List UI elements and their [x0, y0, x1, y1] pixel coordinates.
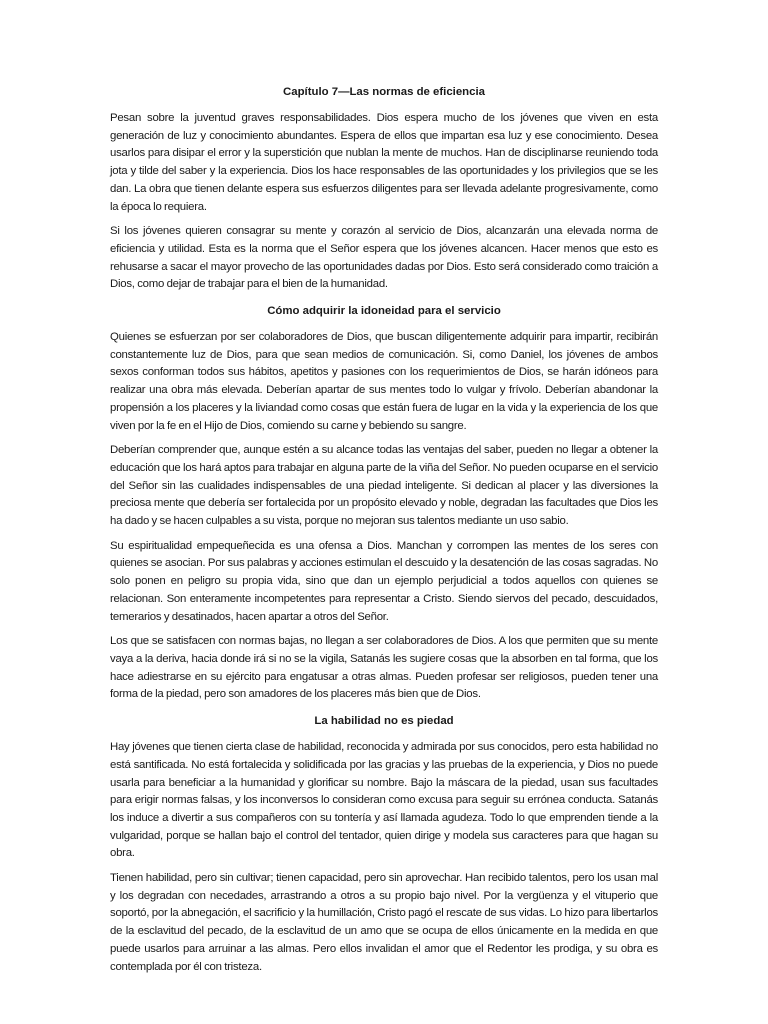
paragraph: Su espiritualidad empequeñecida es una ofensa a Dios. Manchan y corrompen las mentes de los seres con quienes se asocian. Por sus palabras y acciones estimulan el descuido y la desatención de las cosas sagradas. No solo ponen en peligro su propia vida, sino que dan un ejemplo perjudicial a todos aquellos con quienes se relacionan. Son enteramente incompetentes para representar a Cristo. Siendo siervos del pecado, descuidados, temerarios y desatinados, hacen apartar a otros del Señor.: [110, 539, 658, 623]
section-heading: La habilidad no es piedad: [314, 715, 454, 728]
paragraph: Pesan sobre la juventud graves responsabilidades. Dios espera mucho de los jóvenes que viven en esta generación de luz y conocimiento abundantes. Espera de ellos que impartan esa luz y ese conocimiento. Desea usarlos para disipar el error y la superstición que nublan la mente de muchos. Han de disciplinarse reuniendo toda jota y tilde del saber y la experiencia. Dios los hace responsables de las oportunidades y los privilegios que se les dan. La obra que tienen delante espera sus esfuerzos diligentes para ser llevada adelante progresivamente, como la época lo requiera.: [110, 112, 658, 213]
chapter-title: Capítulo 7—Las normas de eficiencia: [283, 86, 485, 98]
paragraph: Hay jóvenes que tienen cierta clase de habilidad, reconocida y admirada por sus conocidos, pero esta habilidad no está santificada. No está fortalecida y solidificada por las gracias y las pruebas de la experiencia, y Dios no puede usarla para beneficiar a la humanidad y glorificar su nombre. Bajo la máscara de la piedad, usan sus facultades para erigir normas falsas, y los inconversos lo consideran como excusa para seguir su errónea conducta. Satanás los induce a divertir a sus compañeros con su tontería y así llamada agudeza. Todo lo que emprenden tiende a la vulgaridad, porque se hallan bajo el control del tentador, quien dirige y modela sus caracteres para que hagan su obra.: [110, 741, 658, 860]
paragraph: Los que se satisfacen con normas bajas, no llegan a ser colaboradores de Dios. A los que permiten que su mente vaya a la deriva, hacia donde irá si no se la vigila, Satanás les sugiere cosas que la absorben en tal forma, que los hace adiestrarse en su ejército para engatusar a otras almas. Pueden profesar ser religiosos, pueden tener una forma de la piedad, pero son amadores de los placeres más bien que de Dios.: [110, 635, 658, 701]
document-page: [110, 82, 658, 983]
paragraph: Tienen habilidad, pero sin cultivar; tienen capacidad, pero sin aprovechar. Han recibido talentos, pero los usan mal y los degradan con necedades, arrastrando a otros a su propio bajo nivel. Por la vergüenza y el vituperio que soportó, por la abnegación, el sacrificio y la humillación, Cristo pagó el rescate de sus vidas. Lo hizo para libertarlos de la esclavitud del pecado, de la esclavitud de un amo que se ocupa de ellos únicamente en la medida en que puede usarlos para arruinar a las almas. Pero ellos invalidan el amor que el Redentor les prodiga, y su obra es contemplada por él con tristeza.: [110, 872, 658, 973]
paragraph: Deberían comprender que, aunque estén a su alcance todas las ventajas del saber, pueden no llegar a obtener la educación que los hará aptos para trabajar en alguna parte de la viña del Señor. No pueden ocuparse en el servicio del Señor sin las cualidades indispensables de una piedad inteligente. Si dedican al placer y las diversiones la preciosa mente que debería ser fortalecida por un propósito elevado y noble, degradan las facultades que Dios les ha dado y se hacen culpables a su vista, porque no mejoran sus talentos mediante un uso sabio.: [110, 444, 658, 528]
section-heading: Cómo adquirir la idoneidad para el servicio: [267, 305, 501, 318]
paragraph: Quienes se esfuerzan por ser colaboradores de Dios, que buscan diligentemente adquirir para impartir, recibirán constantemente luz de Dios, para que sean medios de comunicación. Si, como Daniel, los jóvenes de ambos sexos conforman todos sus hábitos, apetitos y pasiones con los requerimientos de Dios, se harán idóneos para realizar una obra más elevada. Deberían apartar de sus mentes todo lo vulgar y frívolo. Deberían abandonar la propensión a los placeres y la liviandad como cosas que están fuera de lugar en la vida y la experiencia de los que viven por la fe en el Hijo de Dios, comiendo su carne y bebiendo su sangre.: [110, 331, 658, 432]
paragraph: Si los jóvenes quieren consagrar su mente y corazón al servicio de Dios, alcanzarán una elevada norma de eficiencia y utilidad. Esta es la norma que el Señor espera que los jóvenes alcancen. Hacer menos que esto es rehusarse a sacar el mayor provecho de las oportunidades dadas por Dios. Esto será considerado como traición a Dios, como dejar de trabajar para el bien de la humanidad.: [110, 225, 658, 291]
